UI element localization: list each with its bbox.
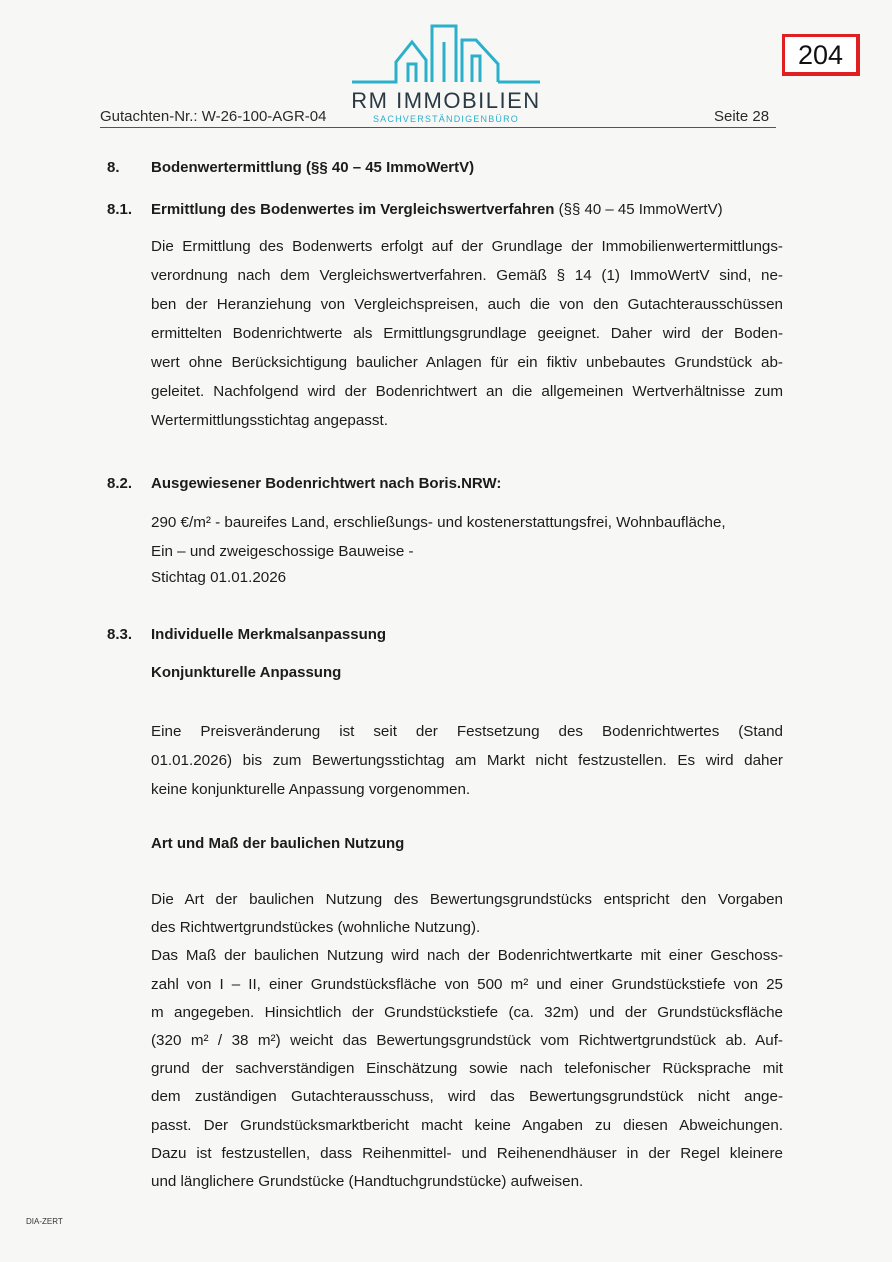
paragraph-line: zahl von I – II, einer Grundstücksfläche von 500 m² und einer Grundstückstiefe von 25 [151,975,783,993]
report-number: Gutachten-Nr.: W-26-100-AGR-04 [100,108,327,125]
section-8-3-number: 8.3. [107,626,133,643]
paragraph-line: und länglichere Grundstücke (Handtuchgrundstücke) aufweisen. [151,1173,584,1191]
paragraph-line: passt. Der Grundstücksmarktbericht macht keine Angaben zu diesen Abweichungen. [151,1116,783,1134]
paragraph-line: Das Maß der baulichen Nutzung wird nach der Bodenrichtwertkarte mit einer Geschoss- [151,947,783,965]
certification-mark: DIA-ZERT [26,1217,63,1226]
paragraph-line: ermittelten Bodenrichtwerte als Ermittlungsgrundlage geeignet. Daher wird der Boden- [151,325,783,342]
city-skyline-icon [348,22,544,92]
building-use-paragraph [151,886,783,1196]
reference-date-line: Stichtag 01.01.2026 [151,569,287,586]
page-label: Seite 28 [714,108,770,125]
page-number-badge: 204 [782,34,860,76]
subsection-building-use-title: Art und Maß der baulichen Nutzung [151,835,405,852]
section-8-1-number: 8.1. [107,201,133,218]
paragraph-line: Die Art der baulichen Nutzung des Bewertungsgrundstücks entspricht den Vorgaben [151,891,783,908]
section-8-1-title-suffix: (§§ 40 – 45 ImmoWertV) [558,201,723,218]
paragraph-line: Wertermittlungsstichtag angepasst. [151,412,388,429]
subsection-economic-adjustment-title: Konjunkturelle Anpassung [151,664,342,681]
paragraph-line: geleitet. Nachfolgend wird der Bodenrichtwert an die allgemeinen Wertverhältnisse zum [151,383,783,400]
section-8-1-paragraph [151,232,783,435]
construction-type-line: Ein – und zweigeschossige Bauweise - [151,543,414,560]
section-8-1-heading [151,201,723,218]
section-8-title: Bodenwertermittlung (§§ 40 – 45 ImmoWertV) [151,159,475,176]
paragraph-line: (320 m² / 38 m²) weicht das Bewertungsgrundstück vom Richtwertgrundstück ab. Auf- [151,1032,783,1050]
paragraph-line: Eine Preisveränderung ist seit der Festsetzung des Bodenrichtwertes (Stand [151,723,783,740]
paragraph-line: wert ohne Berücksichtigung baulicher Anlagen für ein fiktiv unbebautes Grundstück ab- [151,354,783,371]
paragraph-line: m angegeben. Hinsichtlich der Grundstückstiefe (ca. 32m) und der Grundstücksfläche [151,1003,783,1021]
paragraph-line: keine konjunkturelle Anpassung vorgenommen. [151,781,471,798]
paragraph-line: Die Ermittlung des Bodenwerts erfolgt auf der Grundlage der Immobilienwertermittlungs- [151,238,783,255]
land-value-line: 290 €/m² - baureifes Land, erschließungs- und kostenerstattungsfrei, Wohnbaufläche, [151,514,726,531]
economic-adjustment-paragraph [151,717,783,804]
paragraph-line: grund der sachverständigen Einschätzung sowie nach telefonischer Rücksprache mit [151,1060,783,1078]
section-8-number: 8. [107,159,120,176]
paragraph-line: dem zuständigen Gutachterausschuss, wird das Bewertungsgrundstück nicht ange- [151,1088,783,1106]
paragraph-line: 01.01.2026) bis zum Bewertungsstichtag am Markt nicht festzustellen. Es wird daher [151,752,783,769]
section-8-1-title: Ermittlung des Bodenwertes im Vergleichswertverfahren [151,201,555,218]
paragraph-line: ben der Heranziehung von Vergleichspreisen, auch die von den Gutachterausschüssen [151,296,783,313]
paragraph-line: des Richtwertgrundstückes (wohnliche Nutzung). [151,919,481,937]
section-8-3-title: Individuelle Merkmalsanpassung [151,626,387,643]
company-logo [348,22,544,128]
section-8-2-title: Ausgewiesener Bodenrichtwert nach Boris.NRW: [151,475,502,492]
logo-name: RM IMMOBILIEN [351,88,541,113]
logo-subtitle: SACHVERSTÄNDIGENBÜRO [372,114,520,124]
paragraph-line: Dazu ist festzustellen, dass Reihenmittel- und Reihenendhäuser in der Regel kleinere [151,1144,783,1162]
header-rule [100,127,776,128]
paragraph-line: verordnung nach dem Vergleichswertverfahren. Gemäß § 14 (1) ImmoWertV sind, ne- [151,267,783,284]
section-8-2-number: 8.2. [107,475,133,492]
